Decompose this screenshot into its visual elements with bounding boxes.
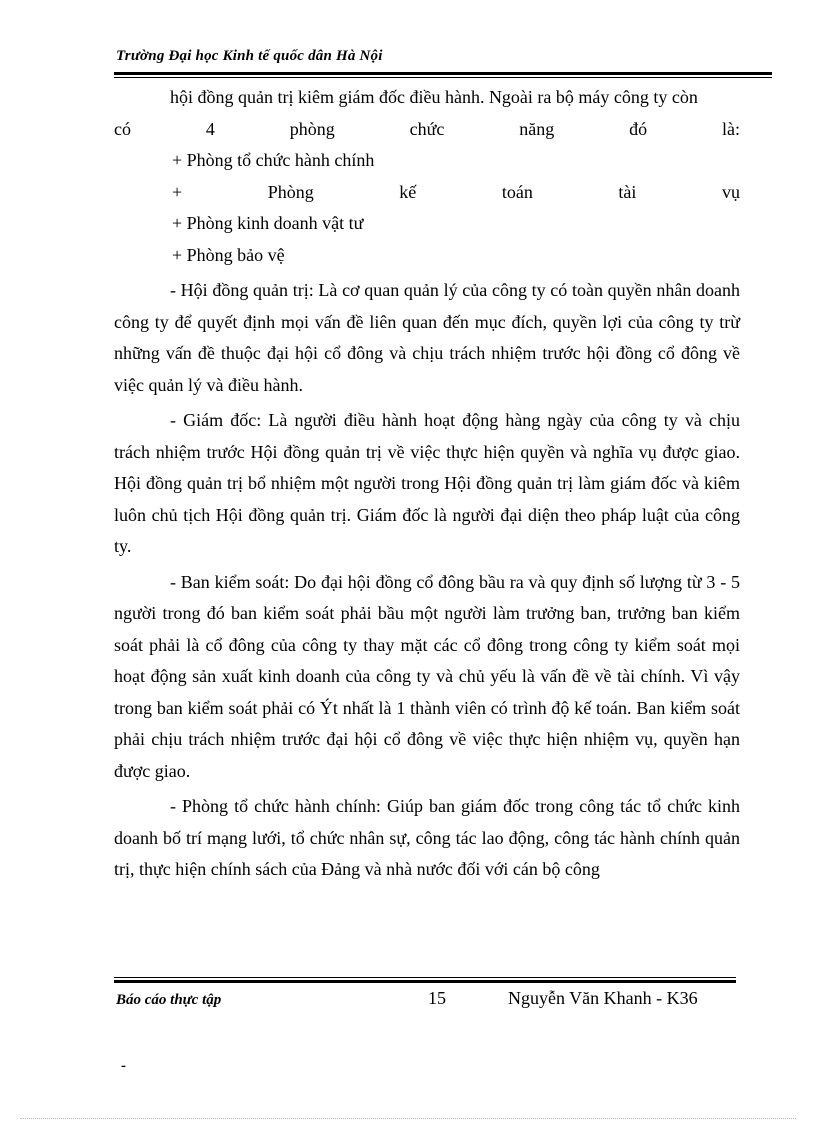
header-rule-thin	[114, 77, 772, 78]
paragraph-board: - Hội đồng quản trị: Là cơ quan quản lý của công ty có toàn quyền nhân doanh công ty để quyết định mọi vấn đề liên quan đến mục đích, quyền lợi của công ty trừ những vấn đề thuộc đại hội cổ đông và chịu trách nhiệm trước hội đồng cổ đông về việc quản lý và điều hành.	[114, 280, 740, 395]
paragraph-director: - Giám đốc: Là người điều hành hoạt động hàng ngày của công ty và chịu trách nhiệm trước Hội đồng quản trị về việc thực hiện quyền và nghĩa vụ được giao. Hội đồng quản trị bổ nhiệm một người trong Hội đồng quản trị làm giám đốc và kiêm luôn chủ tịch Hội đồng quản trị. Giám đốc là người đại diện theo pháp luật của công ty.	[114, 410, 740, 556]
department-item: + Phòng kế toán tài vụ	[172, 181, 740, 202]
page-bottom-dotted-rule	[20, 1118, 796, 1119]
footer-rule-thin	[114, 977, 736, 978]
footer-label: Báo cáo thực tập	[116, 992, 222, 1008]
intro-line-2: có 4 phòng chức năng đó là:	[114, 118, 740, 139]
footer-author: Nguyễn Văn Khanh - K36	[508, 988, 698, 1008]
department-item: + Phòng bảo vệ	[172, 244, 285, 265]
footer-rule-thick	[114, 980, 736, 983]
stray-dash: -	[121, 1058, 126, 1074]
paragraph-supervisory: - Ban kiểm soát: Do đại hội đồng cổ đông bầu ra và quy định số lượng từ 3 - 5 người trong đó ban kiểm soát phải bầu một người làm trưởng ban, trưởng ban kiểm soát phải là cổ đông của công ty thay mặt các cổ đông trong công ty kiểm soát mọi hoạt động sản xuất kinh doanh của công ty và chủ yếu là vấn đề về tài chính. Vì vậy trong ban kiểm soát phải có Ýt nhất là 1 thành viên có trình độ kế toán. Ban kiểm soát phải chịu trách nhiệm trước đại hội cổ đông về việc thực hiện nhiệm vụ, quyền hạn được giao.	[114, 571, 740, 781]
department-item: + Phòng kinh doanh vật tư	[172, 213, 364, 233]
header-rule-thick	[114, 72, 772, 75]
intro-line-1: hội đồng quản trị kiêm giám đốc điều hành. Ngoài ra bộ máy công ty còn	[170, 87, 698, 107]
header-title: Trường Đại học Kinh tế quốc dân Hà Nội	[116, 48, 383, 64]
paragraph-admin-dept: - Phòng tổ chức hành chính: Giúp ban giám đốc trong công tác tổ chức kinh doanh bố trí mạng lưới, tổ chức nhân sự, công tác lao động, công tác hành chính quản trị, thực hiện chính sách của Đảng và nhà nước đối với cán bộ công	[114, 796, 740, 879]
department-item: + Phòng tổ chức hành chính	[172, 150, 375, 170]
body-text	[114, 82, 740, 886]
page-number: 15	[428, 988, 446, 1008]
